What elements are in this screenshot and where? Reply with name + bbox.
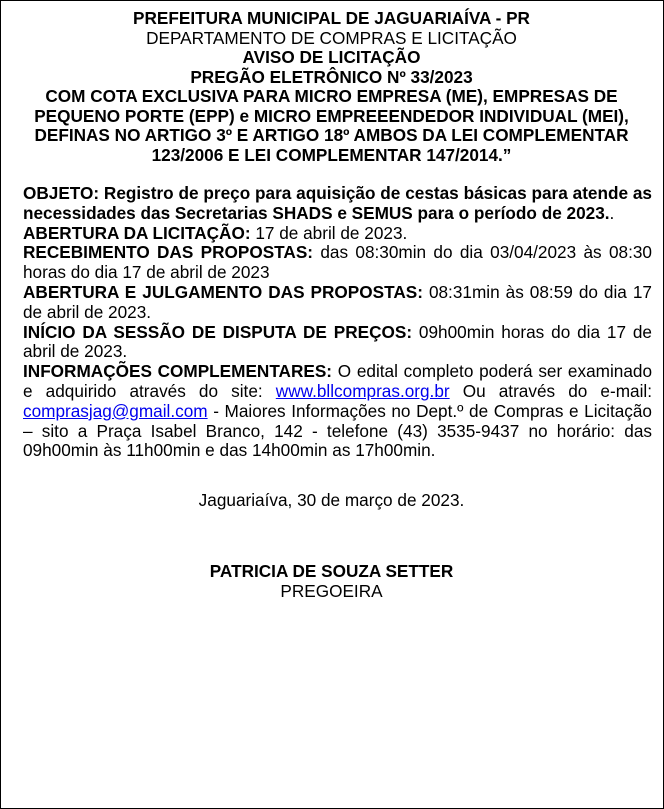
exclusive-quota-text: COM COTA EXCLUSIVA PARA MICRO EMPRESA (ME), EMPRESAS DE PEQUENO PORTE (EPP) e MICRO EMPREEENDEDOR INDIVIDUAL (MEI), DEFINAS NO ARTIGO 3º E ARTIGO 18º AMBOS DA LEI COMPLEMENTAR 123/2006 E LEI COMPLEMENTAR 147/2014.” <box>34 86 629 165</box>
objeto-text: OBJETO: Registro de preço para aquisição de cestas básicas para atende as necessidades das Secretarias SHADS e SEMUS para o período de 2023. <box>23 183 652 223</box>
signer-name: PATRICIA DE SOUZA SETTER <box>209 561 454 582</box>
notice-title: AVISO DE LICITAÇÃO <box>242 47 421 67</box>
signer-role: PREGOEIRA <box>280 581 383 602</box>
julgamento-paragraph <box>23 283 652 323</box>
recebimento-value: das 08:30min do dia 03/04/2023 às 08:30 horas do dia 17 de abril de 2023 <box>23 242 652 283</box>
abertura-value: 17 de abril de 2023. <box>250 222 408 243</box>
info-text-3: - Maiores Informações no Dept.º de Compras e Licitação – sito a Praça Isabel Branco, 142 - telefone (43) 3535-9437 no horário: das 09h00min às 11h00min e das 14h00min as 17h00min. <box>23 400 652 461</box>
department-title: DEPARTAMENTO DE COMPRAS E LICITAÇÃO <box>146 27 517 48</box>
info-text-2: Ou através do e-mail: <box>449 380 652 401</box>
info-text-1: O edital completo poderá ser examinado e adquirido através do site: <box>23 361 652 401</box>
julgamento-value: 08:31min às 08:59 do dia 17 de abril de 2023. <box>23 281 652 322</box>
recebimento-paragraph <box>23 243 652 283</box>
inicio-paragraph <box>23 323 652 363</box>
objeto-paragraph <box>23 184 652 224</box>
julgamento-label: ABERTURA E JULGAMENTO DAS PROPOSTAS: <box>23 281 423 302</box>
abertura-paragraph <box>23 224 652 244</box>
notice-header <box>11 7 652 165</box>
notice-body <box>23 184 652 461</box>
abertura-label: ABERTURA DA LICITAÇÃO: <box>23 222 251 243</box>
email-link[interactable]: comprasjag@gmail.com <box>23 400 208 421</box>
signature-block <box>11 561 652 601</box>
info-paragraph <box>23 362 652 461</box>
inicio-label: INÍCIO DA SESSÃO DE DISPUTA DE PREÇOS: <box>23 321 413 342</box>
municipality-title: PREFEITURA MUNICIPAL DE JAGUARIAÍVA - PR <box>133 8 530 28</box>
info-label: INFORMAÇÕES COMPLEMENTARES: <box>23 361 333 382</box>
objeto-tail: . <box>609 202 615 223</box>
auction-number: PREGÃO ELETRÔNICO Nº 33/2023 <box>190 66 473 87</box>
site-link[interactable]: www.bllcompras.org.br <box>275 380 450 401</box>
notice-date: Jaguariaíva, 30 de março de 2023. <box>198 490 465 511</box>
inicio-value: 09h00min horas do dia 17 de abril de 2023. <box>23 321 652 362</box>
recebimento-label: RECEBIMENTO DAS PROPOSTAS: <box>23 242 314 263</box>
